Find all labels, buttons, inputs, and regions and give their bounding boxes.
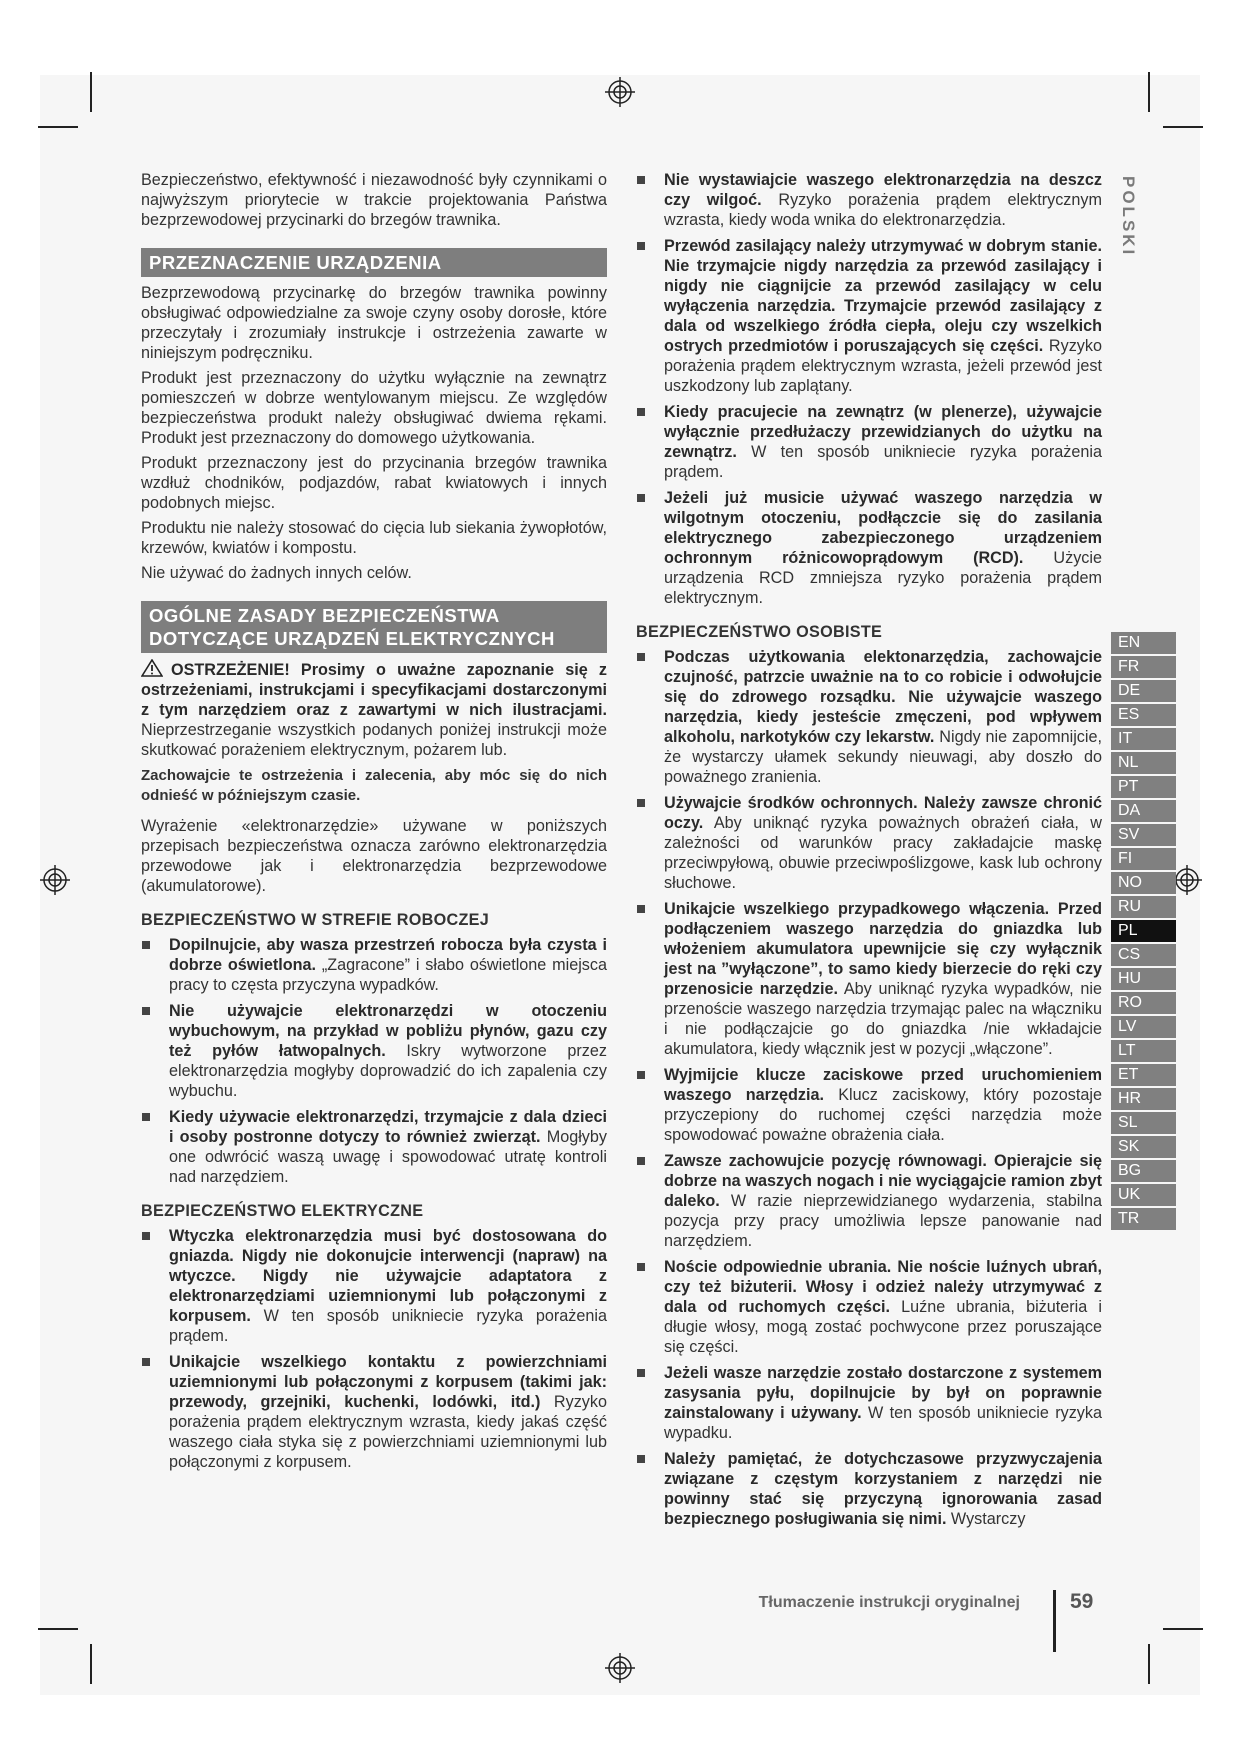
language-tab-lv: LV (1111, 1016, 1176, 1038)
bullet-square-icon (637, 1071, 645, 1079)
language-tab-no: NO (1111, 872, 1176, 894)
item-bold-text: Należy pamiętać, że dotychczasowe przyzwyczajenia związane z częstym korzystaniem z narzędzi nie powinny stać się przyczyną ignorowania zasad bezpiecznego posługiwania się nimi. (664, 1450, 1102, 1528)
intro-paragraph: Bezpieczeństwo, efektywność i niezawodność były czynnikami o najwyższym priorytecie w trakcie projektowania Państwa bezprzewodowej przycinarki do brzegów trawnika. (141, 171, 607, 229)
list-item (141, 1001, 607, 1101)
crop-mark (38, 1628, 78, 1630)
crop-mark (90, 1644, 92, 1684)
item-text: Klucz zaciskowy, który pozostaje przyczepiony do ruchomej części narzędzia może spowodować poważne obrażenia ciała. (664, 1086, 1102, 1144)
bullet-square-icon (142, 1358, 150, 1366)
bullet-square-icon (142, 1113, 150, 1121)
item-text: W ten sposób unikniecie ryzyka porażenia prądem. (664, 443, 1102, 481)
purpose-paragraph: Bezprzewodową przycinarkę do brzegów trawnika powinny obsługiwać odpowiedzialne za swoje czyny osoby dorosłe, które przeczytały i zrozumiały instrukcje i ostrzeżenia zawarte w niniejszym podręczniku. (141, 284, 607, 362)
page-footer (750, 1590, 1170, 1650)
item-bold-text: Jeżeli wasze narzędzie zostało dostarczone z systemem zasysania pyłu, dopilnujcie by był on poprawnie zainstalowany i używany. (664, 1364, 1102, 1422)
item-text: W ten sposób unikniecie ryzyka porażenia prądem. (169, 1307, 607, 1345)
bullet-square-icon (637, 905, 645, 913)
item-text: Iskry wytworzone przez elektronarzędzia mogłyby doprowadzić do ich zapalenia czy wybuchu. (169, 1042, 607, 1100)
item-text: Ryzyko porażenia prądem elektrycznym wzrasta, kiedy woda wnika do elektronarzędzia. (664, 191, 1102, 229)
list-item (636, 899, 1102, 1059)
item-text: Wystarczy (946, 1510, 1026, 1528)
warning-bold-text: OSTRZEŻENIE! Prosimy o uważne zapoznanie się z ostrzeżeniami, instrukcjami i specyfikacjami dostarczonymi z tym narzędziem oraz z zawartymi w nich ilustracjami. (141, 661, 607, 719)
bullet-square-icon (637, 176, 645, 184)
left-column (141, 170, 607, 1478)
list-item (636, 1151, 1102, 1251)
footer-text: Tłumaczenie instrukcji oryginalnej (758, 1594, 1020, 1611)
language-tab-ro: RO (1111, 992, 1176, 1014)
item-bold-text: Unikajcie wszelkiego kontaktu z powierzchniami uziemnionymi lub połączonymi z korpusem (takimi jak: przewody, grzejniki, kuchenki, lodówki, itd.) (169, 1353, 607, 1411)
item-bold-text: Używajcie środków ochronnych. Należy zawsze chronić oczy. (664, 794, 1102, 832)
list-item (636, 170, 1102, 230)
item-bold-text: Nie używajcie elektronarzędzi w otoczeniu wybuchowym, na przykład w pobliżu płynów, gazu czy też pyłów łatwopalnych. (169, 1002, 607, 1060)
language-side-label: POLSKI (1119, 176, 1138, 258)
item-bold-text: Przewód zasilający należy utrzymywać w dobrym stanie. Nie trzymajcie nigdy narzędzia za przewód zasilający i nigdy nie ciągnijcie za przewód zasilający w celu wyłączenia narzędzia. Trzymajcie przewód zasilający z dala od wszelkiego źródła ciepła, oleju czy wszelkich ostrych przedmiotów i poruszających się części. (664, 237, 1102, 355)
work-area-list (141, 935, 607, 1187)
warning-text: Nieprzestrzeganie wszystkich podanych poniżej instrukcji może skutkować porażeniem elektrycznym, pożarem lub. (141, 721, 607, 759)
language-tab-nl: NL (1111, 752, 1176, 774)
item-text: Aby uniknąć ryzyka wypadków, nie przenoście waszego narzędzia trzymając palec na włączniku i nie podłączajcie go do gniazdka /nie wkładajcie akumulatora, kiedy włącznik jest w pozycji „włączone”. (664, 980, 1103, 1058)
language-tab-tr: TR (1111, 1208, 1176, 1230)
list-item (636, 236, 1102, 396)
item-bold-text: Zawsze zachowujcie pozycję równowagi. Opierajcie się dobrze na waszych nogach i nie wyciągajcie ramion zbyt daleko. (664, 1152, 1102, 1210)
purpose-paragraph: Produkt przeznaczony jest do przycinania brzegów trawnika wzdłuż chodników, podjazdów, rabat kwiatowych i innych podobnych miejsc. (141, 454, 607, 512)
bullet-square-icon (142, 1232, 150, 1240)
purpose-paragraph: Produktu nie należy stosować do cięcia lub siekania żywopłotów, krzewów, kwiatów i kompostu. (141, 519, 607, 557)
language-tab-ru: RU (1111, 896, 1176, 918)
language-tab-sl: SL (1111, 1112, 1176, 1134)
heading-line: DOTYCZĄCE URZĄDZEŃ ELEKTRYCZNYCH (149, 628, 555, 649)
term-paragraph: Wyrażenie «elektronarzędzie» używane w poniższych przepisach bezpieczeństwa oznacza zarówno elektronarzędzia przewodowe jak i elektronarzędzia bezprzewodowe (akumulatorowe). (141, 817, 607, 895)
item-text: Nigdy nie zapomnijcie, że wystarczy ułamek sekundy nieuwagi, aby doszło do poważnego zranienia. (664, 728, 1102, 786)
list-item (636, 488, 1102, 608)
item-bold-text: Wyjmijcie klucze zaciskowe przed uruchomieniem waszego narzędzia. (664, 1066, 1102, 1104)
language-tab-et: ET (1111, 1064, 1176, 1086)
bullet-square-icon (637, 653, 645, 661)
language-tab-sv: SV (1111, 824, 1176, 846)
item-text: Mogłyby one odwrócić waszą uwagę i spowodować utratę kontroli nad narzędziem. (169, 1128, 607, 1186)
bullet-square-icon (637, 1263, 645, 1271)
crop-mark (38, 126, 78, 128)
item-text: Aby uniknąć ryzyka poważnych obrażeń ciała, w zależności od warunków pracy zakładajcie maskę przeciwpyłową, obuwie przeciwpoślizgowe, kask lub ochrony słuchowe. (664, 814, 1102, 892)
heading-line: OGÓLNE ZASADY BEZPIECZEŃSTWA (149, 605, 500, 626)
bullet-square-icon (637, 408, 645, 416)
item-text: Ryzyko porażenia prądem elektrycznym wzrasta, jeżeli przewód jest uszkodzony lub zaplątany. (664, 337, 1102, 395)
registration-mark-icon (605, 77, 635, 107)
language-tab-fi: FI (1111, 848, 1176, 870)
language-tab-hr: HR (1111, 1088, 1176, 1110)
crop-mark (1163, 126, 1203, 128)
item-bold-text: Kiedy używacie elektronarzędzi, trzymajcie z dala dzieci i osoby postronne dotyczy to również zwierząt. (169, 1108, 607, 1146)
list-item (141, 1352, 607, 1472)
language-tab-cs: CS (1111, 944, 1176, 966)
item-text: W razie nieprzewidzianego wydarzenia, stabilna pozycja przy pracy umożliwia lepsze panowanie nad narzędziem. (664, 1192, 1102, 1250)
item-bold-text: Nie wystawiajcie waszego elektronarzędzia na deszcz czy wilgoć. (664, 171, 1102, 209)
registration-mark-icon (1172, 865, 1202, 895)
bullet-square-icon (637, 242, 645, 250)
item-bold-text: Podczas użytkowania elektonarzędzia, zachowajcie czujność, patrzcie uważnie na to co robicie i odwołujcie się do zdrowego rozsądku. Nie używajcie waszego narzędzia, kiedy jesteście zmęczeni, pod wpływem alkoholu, narkotyków czy lekarstw. (664, 648, 1102, 746)
keep-instructions-note: Zachowajcie te ostrzeżenia i zalecenia, aby móc się do nich odnieść w późniejszym czasie. (141, 767, 607, 804)
item-text: „Zagracone” i słabo oświetlone miejsca pracy to częsta przyczyna wypadków. (169, 956, 607, 994)
language-tab-lt: LT (1111, 1040, 1176, 1062)
language-tab-es: ES (1111, 704, 1176, 726)
registration-mark-icon (40, 865, 70, 895)
language-tab-sk: SK (1111, 1136, 1176, 1158)
language-tab-uk: UK (1111, 1184, 1176, 1206)
page-number: 59 (1070, 1590, 1094, 1613)
item-bold-text: Noście odpowiednie ubrania. Nie noście luźnych ubrań, czy też biżuterii. Włosy i odzież należy utrzymywać z dala od ruchomych części. (664, 1258, 1102, 1316)
bullet-square-icon (637, 494, 645, 502)
language-tab-en: EN (1111, 632, 1176, 654)
list-item (636, 402, 1102, 482)
item-bold-text: Wtyczka elektronarzędzia musi być dostosowana do gniazda. Nigdy nie dokonujcie interwencji (napraw) na wtyczce. Nigdy nie używajcie adaptatora z elektronarzędziami uziemnionymi lub połączonymi z korpusem. (169, 1227, 607, 1325)
registration-mark-icon (605, 1653, 635, 1683)
language-tabs (1111, 632, 1176, 1232)
crop-mark (1148, 72, 1150, 112)
bullet-square-icon (142, 1007, 150, 1015)
footer-divider (1053, 1590, 1056, 1652)
section-heading-general-safety (141, 601, 607, 653)
warning-triangle-icon (141, 659, 163, 677)
language-tab-pt: PT (1111, 776, 1176, 798)
bullet-square-icon (637, 799, 645, 807)
item-bold-text: Unikajcie wszelkiego przypadkowego włączenia. Przed podłączeniem waszego narzędzia do gniazdka lub włożeniem akumulatora upewnijcie się czy wyłącznik jest na ”wyłączone”, to samo kiedy bierzecie do ręki czy przenosicie narzędzie. (664, 900, 1102, 998)
crop-mark (90, 72, 92, 112)
bullet-square-icon (637, 1369, 645, 1377)
language-tab-da: DA (1111, 800, 1176, 822)
language-tab-bg: BG (1111, 1160, 1176, 1182)
item-text: Luźne ubrania, biżuteria i długie włosy, mogą zostać pochwycone przez poruszające się części. (664, 1298, 1103, 1356)
language-tab-pl: PL (1111, 920, 1176, 942)
warning-paragraph (141, 659, 607, 760)
list-item (636, 647, 1102, 787)
language-tab-hu: HU (1111, 968, 1176, 990)
subheading-work-area: BEZPIECZEŃSTWO W STREFIE ROBOCZEJ (141, 911, 490, 929)
crop-mark (1148, 1644, 1150, 1684)
list-item (636, 793, 1102, 893)
list-item (141, 1226, 607, 1346)
language-tab-de: DE (1111, 680, 1176, 702)
subheading-electrical: BEZPIECZEŃSTWO ELEKTRYCZNE (141, 1202, 424, 1220)
purpose-paragraph: Produkt jest przeznaczony do użytku wyłącznie na zewnątrz pomieszczeń w dobrze wentylowanym miejscu. Ze względów bezpieczeństwa produkt należy obsługiwać dwiema rękami. Produkt jest przeznaczony do domowego użytkowania. (141, 369, 607, 447)
purpose-paragraph: Nie używać do żadnych innych celów. (141, 564, 412, 582)
list-item (636, 1449, 1102, 1529)
language-tab-fr: FR (1111, 656, 1176, 678)
bullet-square-icon (637, 1455, 645, 1463)
electrical-list (141, 1226, 607, 1472)
language-tab-it: IT (1111, 728, 1176, 750)
list-item (141, 1107, 607, 1187)
section-heading-purpose: PRZEZNACZENIE URZĄDZENIA (141, 248, 607, 277)
item-text: W ten sposób unikniecie ryzyka wypadku. (664, 1404, 1102, 1442)
bullet-square-icon (142, 941, 150, 949)
list-item (141, 935, 607, 995)
subheading-personal: BEZPIECZEŃSTWO OSOBISTE (636, 623, 883, 641)
item-bold-text: Kiedy pracujecie na zewnątrz (w plenerze), używajcie wyłącznie przedłużaczy przewidzianych do użytku na zewnątrz. (664, 403, 1102, 461)
bullet-square-icon (637, 1157, 645, 1165)
list-item (636, 1257, 1102, 1357)
item-bold-text: Dopilnujcie, aby wasza przestrzeń robocza była czysta i dobrze oświetlona. (169, 936, 607, 974)
item-text: Ryzyko porażenia prądem elektrycznym wzrasta, kiedy jakaś część waszego ciała styka się z powierzchniami uziemnionymi lub połączonymi z korpusem. (169, 1393, 607, 1471)
list-item (636, 1065, 1102, 1145)
item-text: Użycie urządzenia RCD zmniejsza ryzyko porażenia prądem elektrycznym. (664, 549, 1102, 607)
right-column (636, 170, 1102, 1535)
item-bold-text: Jeżeli już musicie używać waszego narzędzia w wilgotnym otoczeniu, podłączcie się do zasilania elektrycznego zabezpieczonego urządzeniem ochronnym różnicowoprądowym (RCD). (664, 489, 1102, 567)
electrical-list-continued (636, 170, 1102, 608)
personal-list (636, 647, 1102, 1529)
list-item (636, 1363, 1102, 1443)
